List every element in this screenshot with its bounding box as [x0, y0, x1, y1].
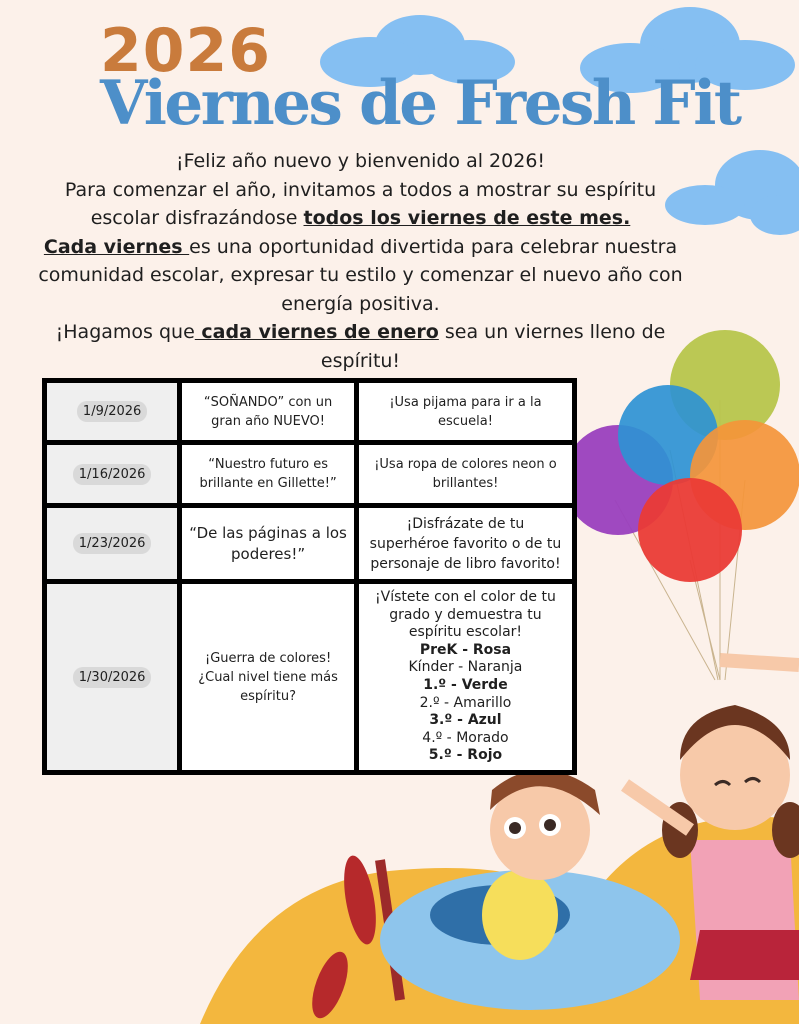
- january-fridays-emphasis: cada viernes de enero: [194, 321, 439, 343]
- grade-color-item: 1.º - Verde: [423, 677, 508, 693]
- invitation-paragraph: Para comenzar el año, invitamos a todos a mostrar su espíritu escolar disfrazándose todos los viernes de este mes.: [64, 178, 657, 229]
- page-title: Viernes de Fresh Fit: [100, 68, 740, 139]
- theme-cell: “Nuestro futuro es brillante en Gillette!”: [182, 445, 354, 503]
- activity-cell: ¡Disfrázate de tu superhéroe favorito o de tu personaje de libro favorito!: [359, 508, 572, 579]
- balloons-icon: [563, 330, 799, 680]
- theme-cell: ¡Guerra de colores! ¿Cual nivel tiene más espíritu?: [182, 584, 354, 770]
- every-friday-emphasis: todos los viernes de este mes.: [303, 207, 631, 229]
- table-row: [47, 445, 572, 503]
- theme-cell: “SOÑANDO” con un gran año NUEVO!: [182, 383, 354, 440]
- date-cell: [47, 383, 177, 440]
- activity-cell: [359, 584, 572, 770]
- grade-color-item: Kínder - Naranja: [408, 659, 523, 676]
- grade-color-item: 3.º - Azul: [429, 712, 502, 729]
- activity-text: ¡Vístete con el color de tu grado y demuestra tu espíritu escolar!: [375, 589, 556, 641]
- opportunity-paragraph: Cada viernes es una oportunidad divertida para celebrar nuestra comunidad escolar, expresar tu estilo y comenzar el nuevo año con energía positiva.: [38, 235, 683, 315]
- table-row: [47, 508, 572, 579]
- closing-paragraph: ¡Hagamos que cada viernes de enero sea un viernes lleno de espíritu!: [55, 321, 666, 372]
- grade-color-item: PreK - Rosa: [419, 641, 512, 658]
- schedule-table: [42, 378, 577, 775]
- grade-color-item: 4.º - Morado: [422, 729, 509, 746]
- table-row: [47, 584, 572, 770]
- greeting-line: ¡Feliz año nuevo y bienvenido al 2026!: [175, 150, 546, 172]
- date-badge: 1/30/2026: [73, 667, 152, 688]
- date-badge: 1/23/2026: [73, 533, 152, 554]
- table-row: [47, 383, 572, 440]
- activity-cell: ¡Usa pijama para ir a la escuela!: [359, 383, 572, 440]
- each-friday-emphasis: Cada viernes: [43, 235, 190, 258]
- date-cell: [47, 445, 177, 503]
- date-cell: [47, 584, 177, 770]
- date-badge: 1/16/2026: [73, 464, 152, 485]
- grade-color-item: 5.º - Rojo: [428, 747, 503, 764]
- activity-cell: ¡Usa ropa de colores neon o brillantes!: [359, 445, 572, 503]
- intro-text: [28, 147, 693, 375]
- theme-cell: “De las páginas a los poderes!”: [182, 508, 354, 579]
- date-badge: 1/9/2026: [77, 401, 147, 422]
- grade-color-item: 2.º - Amarillo: [419, 694, 512, 711]
- year-heading: 2026: [100, 16, 271, 86]
- date-cell: [47, 508, 177, 579]
